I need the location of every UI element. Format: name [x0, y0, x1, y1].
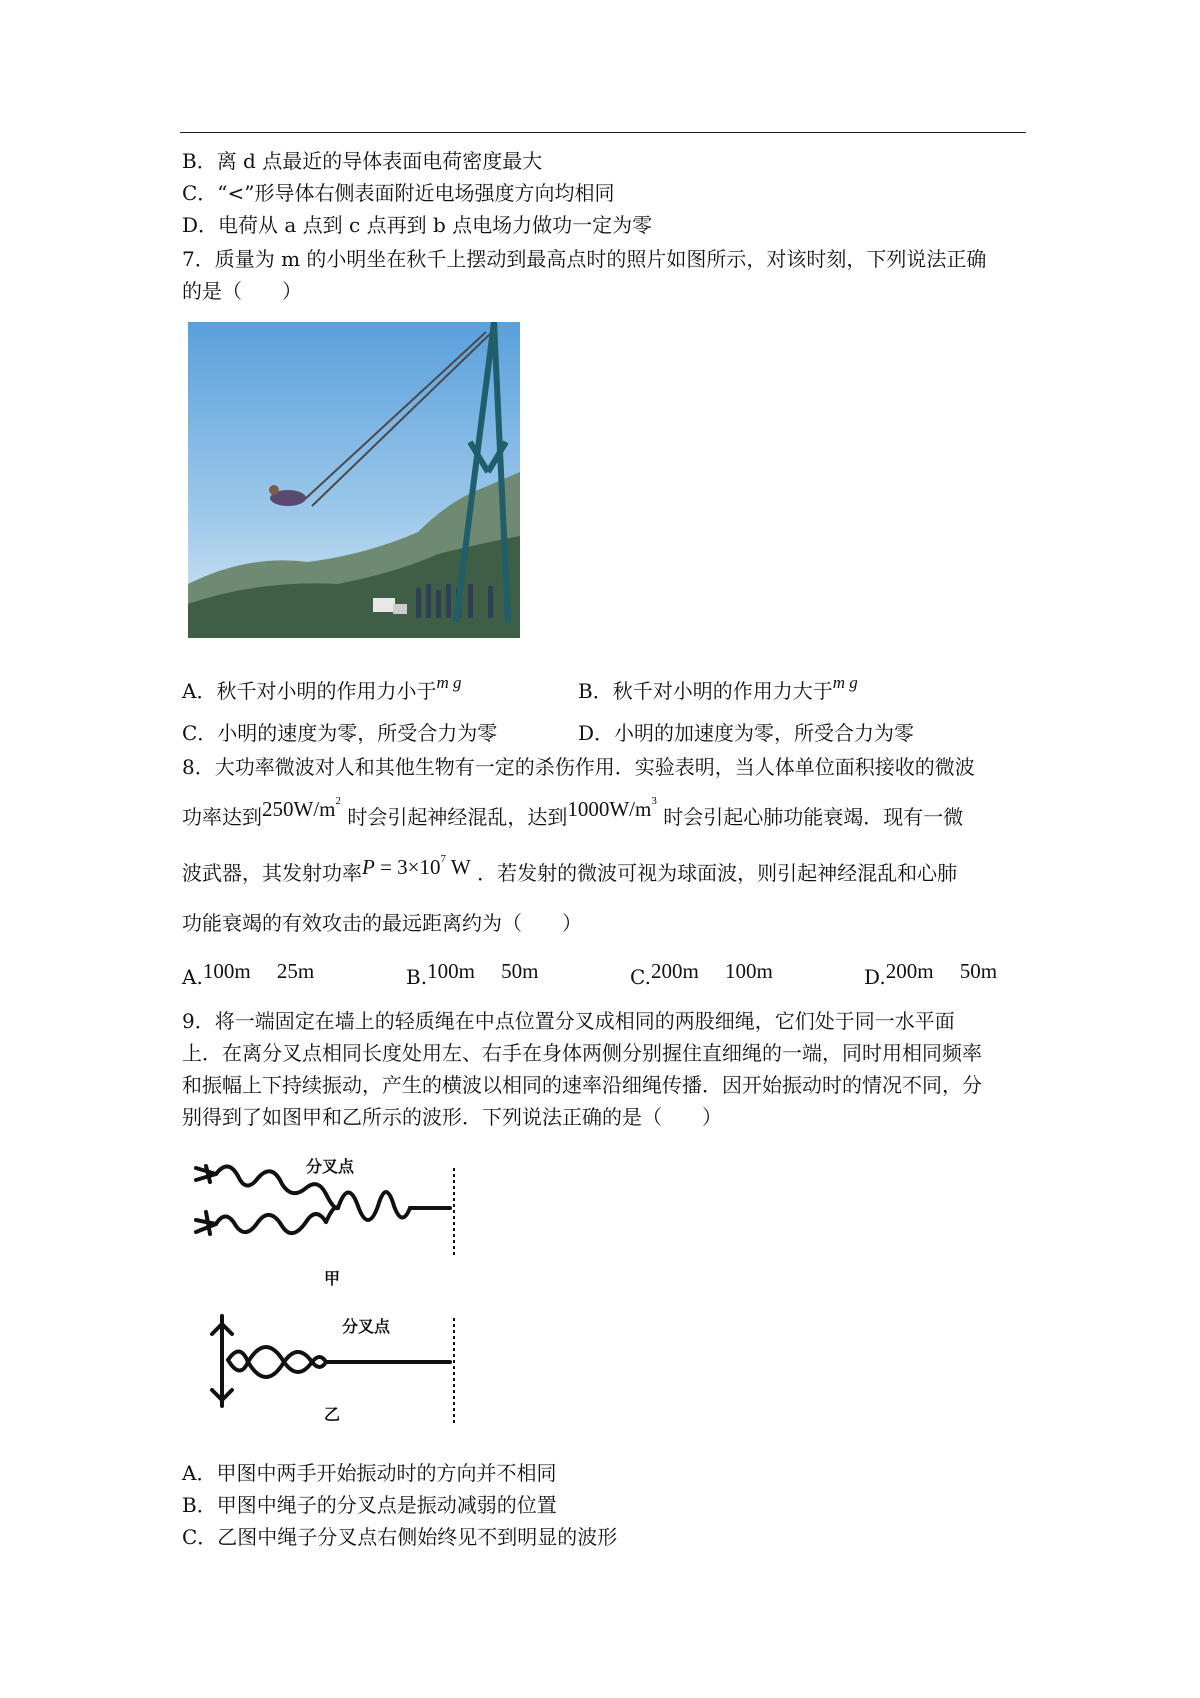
- q7-option-a-mg: m g: [436, 673, 462, 692]
- q7-stem-line1: 7．质量为 m 的小明坐在秋千上摆动到最高点时的照片如图所示，对该时刻，下列说法正确: [182, 247, 987, 271]
- q9-option-c: C．乙图中绳子分叉点右侧始终见不到明显的波形: [182, 1525, 618, 1549]
- q8-pd2-base: 1000W/m: [567, 797, 652, 821]
- q8-power-density-2: [567, 797, 657, 821]
- q8-line2-a: 功率达到: [182, 805, 262, 829]
- q8-power-density-1: [262, 797, 341, 821]
- q7-option-b: [578, 673, 858, 708]
- q8-option-a-label: A.: [182, 965, 203, 989]
- q8-option-c-label: C.: [630, 965, 651, 989]
- q8-power-exp: 7: [440, 853, 447, 865]
- q8-power-unit: W: [446, 855, 471, 879]
- q8-option-a: [182, 956, 315, 989]
- q8-stem-line1: 8．大功率微波对人和其他生物有一定的杀伤作用．实验表明，当人体单位面积接收的微波: [182, 755, 975, 779]
- q8-pd1-base: 250W/m: [262, 797, 336, 821]
- q7-option-a-text: A．秋千对小明的作用力小于: [182, 679, 437, 703]
- q8-line3-b: ．若发射的微波可视为球面波，则引起神经混乱和心肺: [477, 861, 958, 885]
- q7-stem-line2: 的是（ ）: [182, 279, 302, 303]
- q8-pd1-exp: 2: [335, 795, 341, 807]
- q9-option-b: B．甲图中绳子的分叉点是振动减弱的位置: [182, 1493, 557, 1517]
- header-rule: [180, 132, 1026, 133]
- q8-power-value: = 3×10: [374, 855, 441, 879]
- wave-label-top: 分叉点: [306, 1157, 355, 1176]
- q7-option-c: C．小明的速度为零，所受合力为零: [182, 721, 498, 745]
- q8-power-formula: [362, 855, 471, 879]
- q6-option-d: D．电荷从 a 点到 c 点再到 b 点电场力做功一定为零: [182, 213, 653, 237]
- q8-option-b-label: B.: [406, 965, 428, 989]
- caption-yi: 乙: [324, 1405, 341, 1424]
- q9-stem-line4: 别得到了如图甲和乙所示的波形．下列说法正确的是（ ）: [182, 1105, 722, 1129]
- q9-stem-line1: 9．将一端固定在墙上的轻质绳在中点位置分叉成相同的两股细绳，它们处于同一水平面: [182, 1009, 955, 1033]
- swing-photo-illustration: [188, 322, 520, 638]
- q8-option-d-label: D.: [864, 965, 886, 989]
- q9-stem-line2: 上．在离分叉点相同长度处用左、右手在身体两侧分别握住直细绳的一端，同时用相同频率: [182, 1041, 982, 1065]
- q8-stem-line3: [182, 853, 958, 888]
- q8-line2-c: 时会引起心肺功能衰竭．现有一微: [663, 805, 964, 829]
- q8-option-d-value: 200m 50m: [885, 959, 998, 983]
- q7-option-b-mg: m g: [832, 673, 858, 692]
- q9-option-a: A．甲图中两手开始振动时的方向并不相同: [182, 1461, 557, 1485]
- q7-option-d: D．小明的加速度为零，所受合力为零: [578, 721, 915, 745]
- q8-option-d: [864, 956, 998, 989]
- q8-option-b: [406, 956, 539, 989]
- q8-option-b-value: 100m 50m: [427, 959, 539, 983]
- q8-stem-line2: [182, 795, 964, 832]
- wave-label-bottom: 分叉点: [342, 1317, 391, 1336]
- q7-option-a: [182, 673, 462, 708]
- q6-option-b: B．离 d 点最近的导体表面电荷密度最大: [182, 149, 543, 173]
- q8-option-c-value: 200m 100m: [650, 959, 773, 983]
- q7-option-b-text: B．秋千对小明的作用力大于: [578, 679, 833, 703]
- q8-stem-line4: 功能衰竭的有效攻击的最远距离约为（ ）: [182, 911, 582, 935]
- q6-option-c: C．“<”形导体右侧表面附近电场强度方向均相同: [182, 181, 615, 205]
- q8-power-symbol: P: [362, 855, 375, 879]
- q8-pd2-exp: 3: [651, 795, 657, 807]
- swing-photo: [188, 322, 520, 638]
- q8-option-a-value: 100m 25m: [202, 959, 315, 983]
- q9-stem-line3: 和振幅上下持续振动，产生的横波以相同的速率沿细绳传播．因开始振动时的情况不同，分: [182, 1073, 982, 1097]
- q8-line3-a: 波武器，其发射功率: [182, 861, 362, 885]
- wave-figure-illustration: [188, 1148, 488, 1448]
- caption-jia: 甲: [324, 1269, 341, 1288]
- wave-figure: [188, 1148, 488, 1448]
- q8-option-c: [630, 956, 773, 989]
- q8-line2-b: 时会引起神经混乱，达到: [347, 805, 568, 829]
